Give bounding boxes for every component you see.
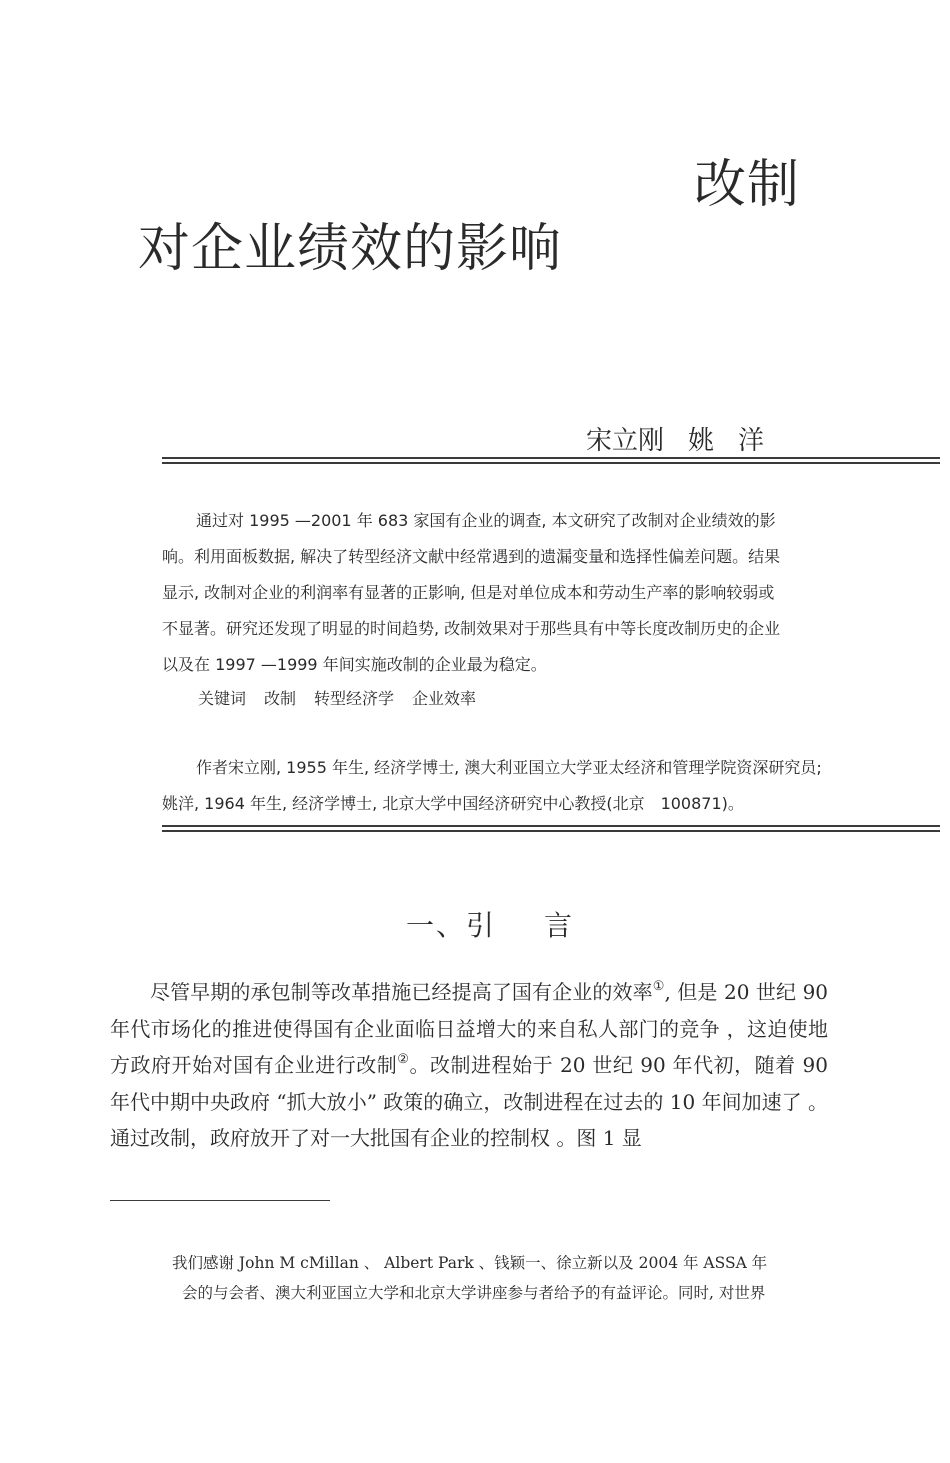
author-name: 宋立刚 [586, 426, 665, 456]
article-title-line-2: 对企业绩效的影响 [138, 219, 563, 279]
body-text-part: , 但是 20 世纪 90 年代市场化的推进使得国有企业面临日益增大的来自私人部门的竞争 ，这迫使地方政府开始对国有企业进行改制 [110, 980, 829, 1077]
header-rule-top [162, 457, 940, 459]
author-list [586, 420, 788, 457]
footnote-ref[interactable]: ② [397, 1052, 410, 1067]
footnote-separator [110, 1200, 330, 1201]
footnote-line: 会的与会者、澳大利亚国立大学和北京大学讲座参与者给予的有益评论。同时, 对世界 [182, 1284, 766, 1302]
body-text-part: 尽管早期的承包制等改革措施已经提高了国有企业的效率 [150, 980, 653, 1004]
section-heading [0, 904, 950, 944]
keyword: 转型经济学 [314, 689, 395, 708]
author-name: 姚 [688, 426, 715, 456]
keywords-line [198, 683, 494, 715]
body-text-part: 。改制进程始于 20 世纪 90 年代初，随着 90 年代中期中央政府 “抓大放小” 政策的确立，改制进程在过去的 10 年间加速了 。通过改制，政府放开了对一大批国有企业的控制权 。图 1 显 [110, 1053, 829, 1150]
article-title-line-1: 改制 [694, 155, 801, 215]
author-info: 作者宋立刚, 1955 年生, 经济学博士, 澳大利亚国立大学亚太经济和管理学院资深研究员; 姚洋, 1964 年生, 经济学博士, 北京大学中国经济研究中心教授(北京 100871)。 [162, 758, 822, 813]
keyword: 企业效率 [412, 689, 477, 708]
abstract-rule-bottom [162, 830, 940, 832]
keywords-label: 关键词 [198, 689, 247, 708]
section-number: 一、引 [405, 909, 496, 942]
section-title: 言 [544, 909, 575, 942]
footnote [172, 1248, 826, 1308]
header-rule-bottom [162, 462, 940, 464]
keyword: 改制 [264, 689, 297, 708]
abstract-rule-top [162, 825, 940, 827]
footnote-line: 我们感谢 John M cMillan 、 Albert Park 、钱颖一、徐立新以及 2004 年 ASSA 年 [172, 1254, 768, 1272]
body-paragraph [110, 974, 828, 1157]
author-name: 洋 [738, 426, 765, 456]
abstract-text: 通过对 1995 —2001 年 683 家国有企业的调查, 本文研究了改制对企业绩效的影响。利用面板数据, 解决了转型经济文献中经常遇到的遗漏变量和选择性偏差问题。结果显示, 改制对企业的利润率有显著的正影响, 但是对单位成本和劳动生产率的影响较弱或不显著。研究还发现了明显的时间趋势, 改制效果对于那些具有中等长度改制历史的企业以及在 1997 —1999 年间实施改制的企业最为稳定。 [162, 511, 781, 674]
footnote-ref[interactable]: ① [652, 979, 665, 994]
